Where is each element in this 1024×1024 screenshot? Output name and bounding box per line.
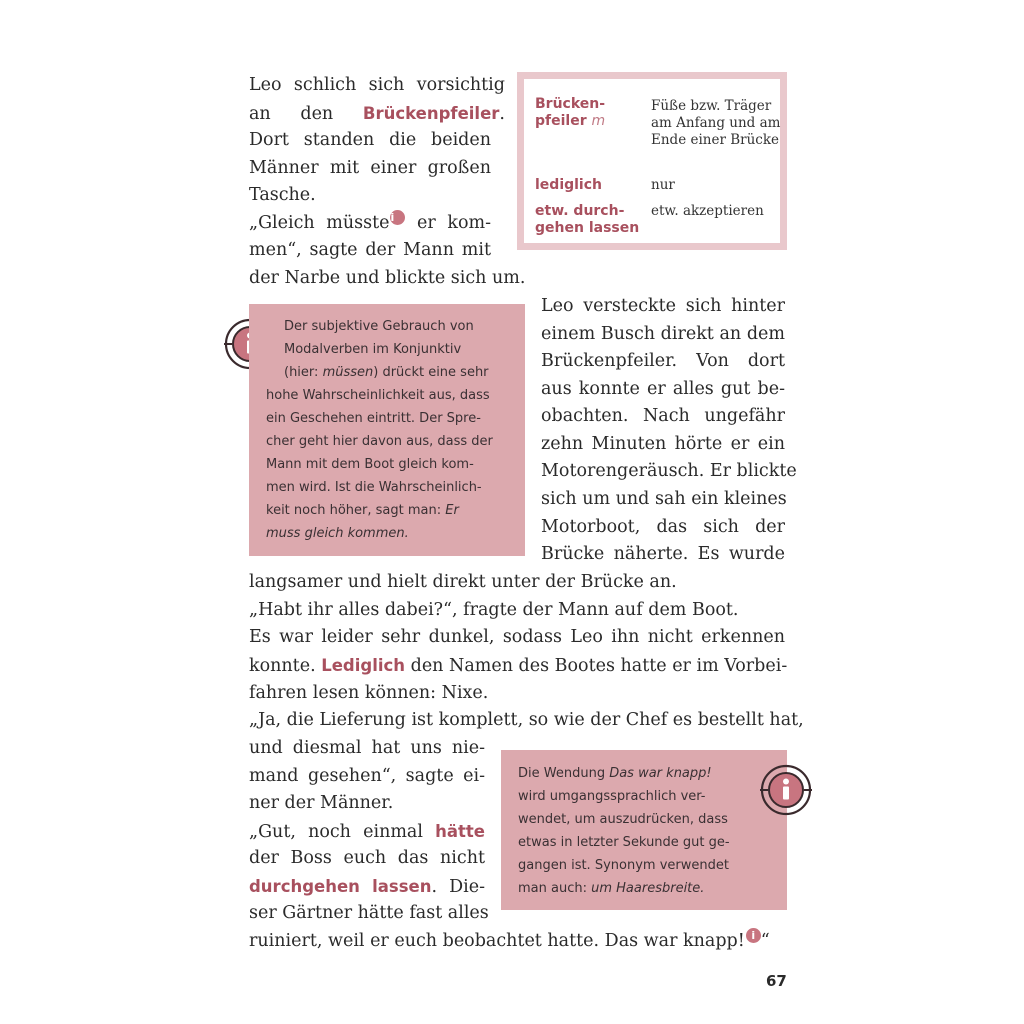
text-line: Leo versteckte sich hinter [541,296,785,316]
info-text-fragment: ) drückt eine sehr [373,365,489,380]
text-fragment: konnte. [249,656,316,676]
text-line [249,652,788,680]
info-text-line: Modalverben im Konjunktiv [284,342,462,357]
text-line: ser Gärtner hätte fast alles [249,903,489,923]
info-text-italic: Er [445,503,459,518]
vocab-definition: Füße bzw. Träger am Anfang und am Ende einer Brücke [651,98,781,148]
text-line: langsamer und hielt direkt unter der Brücke an. [249,572,677,592]
text-line [249,100,505,128]
text-line: sich um und sah ein kleines [541,489,787,509]
info-text-line: wird umgangssprachlich ver- [518,789,706,804]
text-line: Dort standen die beiden [249,130,491,150]
text-line: Männer mit einer großen [249,158,491,178]
vocab-term-line: Brücken- [535,96,606,112]
info-text-italic: Das war knapp! [609,766,712,781]
vocab-gender: m [591,113,606,129]
info-icon [760,764,812,816]
vocab-definition: nur [651,177,675,193]
vocab-term-durchgehen-lassen [535,203,639,237]
info-text-line: Mann mit dem Boot gleich kom- [266,457,474,472]
text-line: ner der Männer. [249,793,394,813]
text-line: mand gesehen“, sagte ei- [249,766,485,786]
text-fragment: „Gut, noch einmal [249,822,423,842]
text-line: obachten. Nach ungefähr [541,406,785,426]
info-text-fragment: keit noch höher, sagt man: [266,503,446,518]
info-text-fragment: man auch: [518,881,592,896]
text-line: „Ja, die Lieferung ist komplett, so wie der Chef es bestellt hat, [249,710,804,730]
text-line: der Narbe und blickte sich um. [249,268,526,288]
text-line: „Habt ihr alles dabei?“, fragte der Mann auf dem Boot. [249,600,739,620]
text-line: und diesmal hat uns nie- [249,738,485,758]
info-text-fragment: Die Wendung [518,766,610,781]
text-line: Brücke näherte. Es wurde [541,544,785,564]
text-line: Motorboot, das sich der [541,517,785,537]
vocab-definition: etw. akzeptieren [651,203,764,219]
info-text-italic: um Haaresbreite. [591,881,705,896]
info-marker-icon: i [746,928,761,943]
text-fragment: . [499,104,505,124]
highlight-word: Lediglich [321,656,406,675]
info-text-line: wendet, um auszudrücken, dass [518,812,728,827]
info-text-line [266,500,459,523]
vocab-term-brueckenpfeiler [535,96,605,130]
info-text-line: gangen ist. Synonym verwendet [518,858,729,873]
info-box-modal-verbs [249,304,525,556]
text-line: zehn Minuten hörte er ein [541,434,785,454]
text-fragment: . Die- [431,877,485,897]
text-line: fahren lesen können: Nixe. [249,683,489,703]
text-line [249,873,485,901]
info-text-italic: müssen [322,365,374,380]
text-line: der Boss euch das nicht [249,848,485,868]
page-number: 67 [766,972,787,990]
info-text-line [518,763,712,786]
text-line: Tasche. [249,185,316,205]
vocab-term-lediglich: lediglich [535,177,602,193]
vocab-term-line: etw. durch- [535,203,625,219]
vocab-term-line: pfeiler [535,113,587,129]
text-line: men“, sagte der Mann mit [249,240,491,260]
info-text-line: etwas in letzter Sekunde gut ge- [518,835,730,850]
info-text-line: men wird. Ist die Wahrscheinlich- [266,480,482,495]
text-line [249,210,491,237]
vocabulary-box [517,72,787,250]
info-text-fragment: (hier: [284,365,323,380]
info-text-line: hohe Wahrscheinlichkeit aus, dass [266,388,490,403]
info-text-line: cher geht hier davon aus, dass der [266,434,493,449]
text-line: Motorengeräusch. Er blickte [541,461,797,481]
text-line: Es war leider sehr dunkel, sodass Leo ihn nicht erkennen [249,627,785,647]
info-text-line [284,362,489,385]
text-fragment: an den [249,104,334,124]
info-marker-icon: i [390,210,405,225]
highlight-word: Brückenpfeiler [362,104,500,123]
info-box-das-war-knapp [501,750,787,910]
highlight-word: durchgehen lassen [249,877,432,896]
info-text-italic: muss gleich kommen. [266,526,409,541]
text-fragment: “ [760,931,770,951]
info-text-line [518,878,704,901]
text-line [249,818,485,846]
info-text-line: ein Geschehen eintritt. Der Spre- [266,411,481,426]
text-fragment: den Namen des Bootes hatte er im Vorbei- [410,656,788,676]
info-text-line: Der subjektive Gebrauch von [284,319,474,334]
text-line: aus konnte er alles gut be- [541,379,785,399]
info-text-line [266,523,409,546]
vocab-term-line: gehen lassen [535,220,640,236]
text-line [249,928,770,955]
text-line: Leo schlich sich vorsichtig [249,75,505,95]
text-line: Brückenpfeiler. Von dort [541,351,785,371]
text-fragment: „Gleich müsste [249,213,390,233]
text-line: einem Busch direkt an dem [541,324,785,344]
text-fragment: er kom- [417,213,491,233]
text-fragment: ruiniert, weil er euch beobachtet hatte. Das war knapp! [249,931,745,951]
highlight-word: hätte [435,822,485,841]
